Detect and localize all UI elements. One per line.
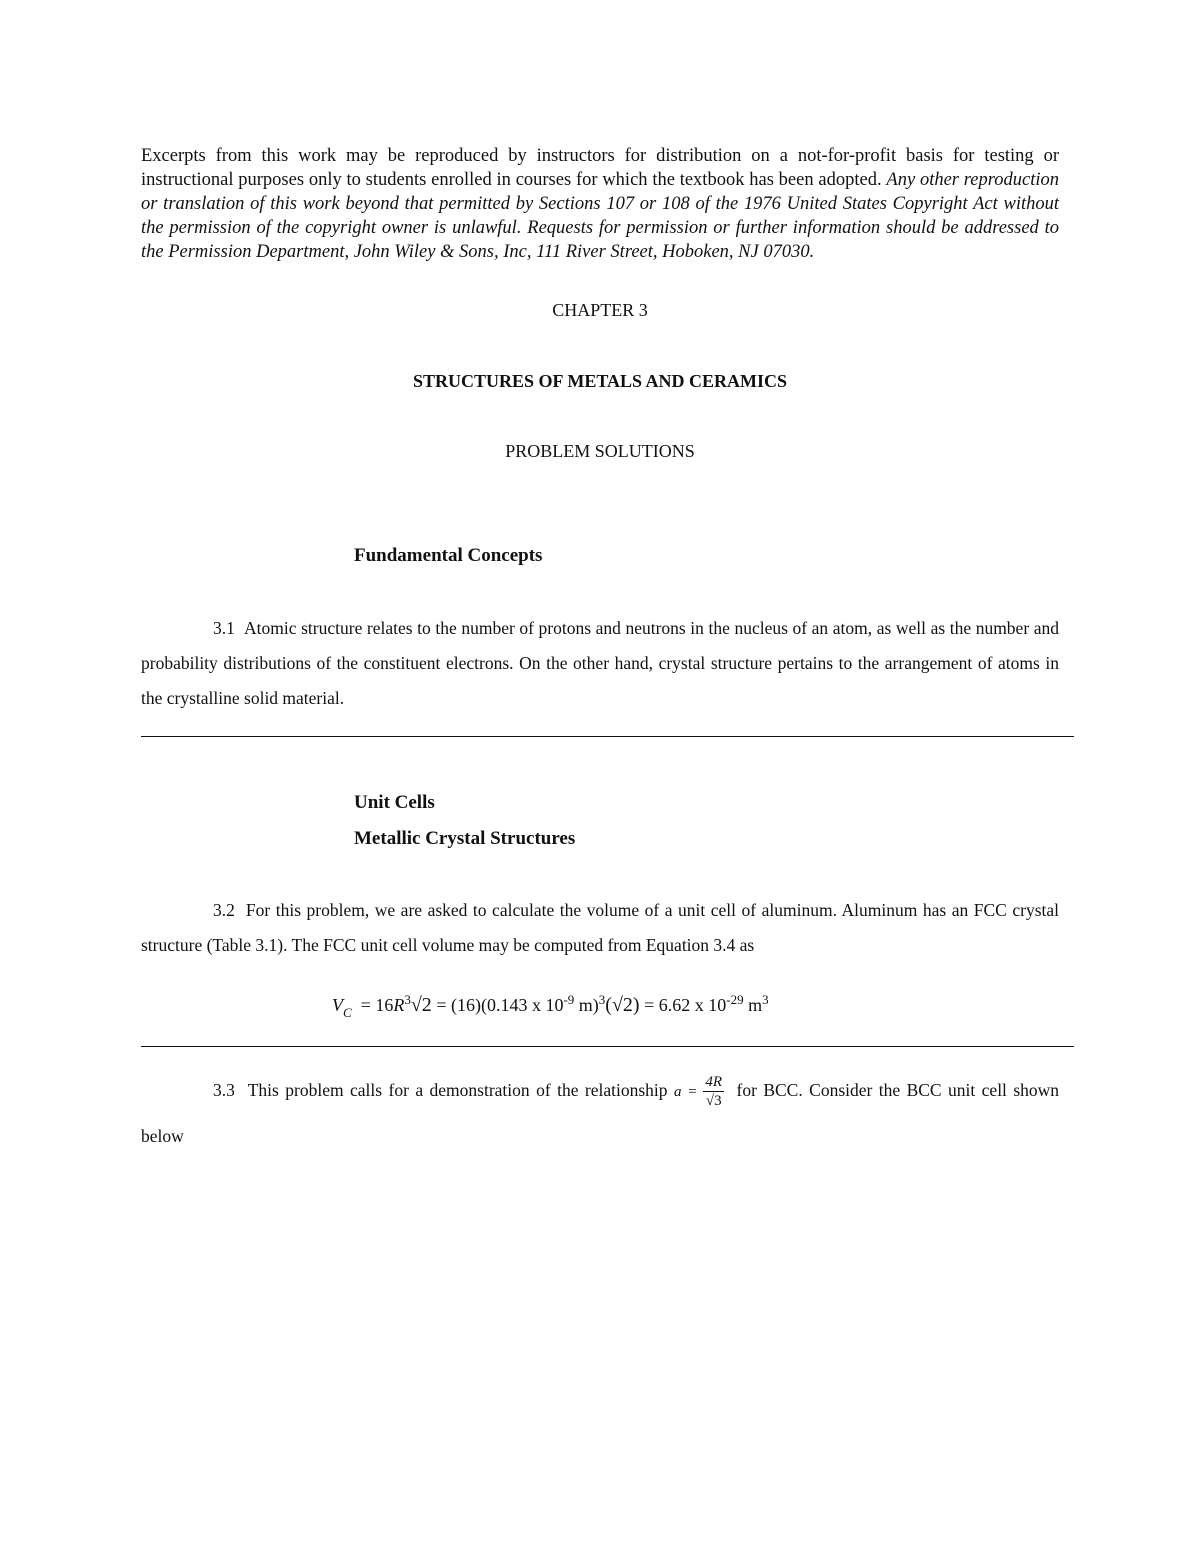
section-heading-fundamental: Fundamental Concepts [354,545,543,566]
problem-number: 3.1 [213,618,235,638]
divider [141,736,1074,737]
problem-3-3 [141,1068,1059,1158]
copyright-plain: Excerpts from this work may be reproduced by instructors for distribution on a not-for-profit basis for testing or instructional purposes only to students enrolled in courses for which the textbook has been adopted. [141,146,1059,190]
unit-cell-volume-equation: $V_C = 16R^3√2 = (16)(0.143$ x $10^{-9}$ m)$^3$(√2) = 6.62 x $10^{-29}$ $m^3$ [332,992,769,1020]
problem-number: 3.3 [213,1080,235,1100]
problem-3-1 [141,611,1059,716]
problem-text: Atomic structure relates to the number of protons and neutrons in the nucleus of an atom, as well as the number and probability distributions of the constituent electrons. On the other hand, crystal structure pertains to the arrangement of atoms in the crystalline solid material. [141,618,1059,708]
problem-text-continued: for BCC. Consider the BCC unit cell shown below [141,1080,1060,1146]
problem-number: 3.2 [213,900,235,920]
problem-text: For this problem, we are asked to calculate the volume of a unit cell of aluminum. Aluminum has an FCC crystal structure (Table 3.1). The FCC unit cell volume may be computed from Equation 3.4 as [141,900,1060,955]
chapter-title: STRUCTURES OF METALS AND CERAMICS [412,371,788,391]
fraction-lhs: a = [673,1084,698,1100]
chapter-label: CHAPTER 3 [552,300,648,320]
copyright-italic: Any other reproduction or translation of this work beyond that permitted by Sections 107 or 108 of the 1976 United States Copyright Act without the permission of the copyright owner is unlawful. Requests for permission or further information should be addressed to the Permission Department, John Wiley & Sons, Inc, 111 River Street, Hoboken, NJ 07030. [141,170,1060,262]
divider [141,1046,1074,1047]
fraction: $\frac{4R}{√3}$ [705,1074,723,1110]
problem-text: This problem calls for a demonstration of the relationship [247,1080,668,1100]
problem-3-2 [141,893,1059,963]
section-heading-unit-cells: Unit Cells [354,792,435,813]
copyright-notice [141,144,1059,264]
section-heading-metallic: Metallic Crystal Structures [354,828,576,849]
chapter-subtitle: PROBLEM SOLUTIONS [505,441,695,461]
